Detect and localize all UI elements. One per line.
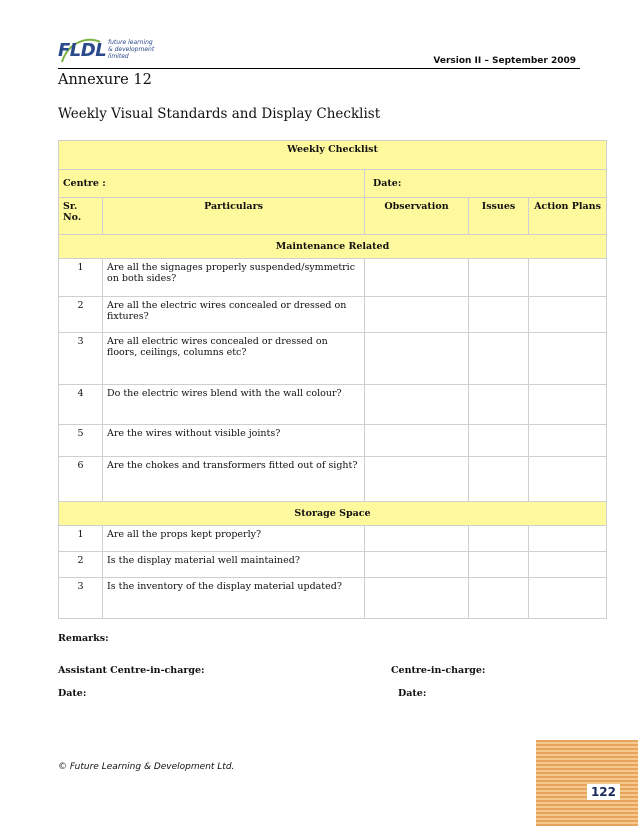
- checklist-table: [58, 140, 607, 619]
- issues-cell[interactable]: [469, 425, 529, 457]
- row-number: 4: [59, 385, 103, 425]
- document-title: Weekly Visual Standards and Display Checklist: [58, 106, 381, 122]
- observation-cell[interactable]: [365, 297, 469, 333]
- row-number: 2: [59, 552, 103, 578]
- issues-cell[interactable]: [469, 552, 529, 578]
- section-title: Storage Space: [59, 502, 607, 526]
- action-plans-cell[interactable]: [529, 385, 607, 425]
- table-row: [59, 425, 607, 457]
- action-plans-cell[interactable]: [529, 333, 607, 385]
- date-label: Date:: [365, 170, 607, 198]
- observation-cell[interactable]: [365, 457, 469, 502]
- section-header-row: [59, 502, 607, 526]
- issues-cell[interactable]: [469, 297, 529, 333]
- col-particulars: Particulars: [103, 198, 365, 235]
- row-particular: Are all the props kept properly?: [103, 526, 365, 552]
- header-divider: [58, 68, 580, 69]
- corner-decoration: [536, 740, 638, 826]
- action-plans-cell[interactable]: [529, 526, 607, 552]
- observation-cell[interactable]: [365, 552, 469, 578]
- action-plans-cell[interactable]: [529, 552, 607, 578]
- action-plans-cell[interactable]: [529, 578, 607, 619]
- row-particular: Is the inventory of the display material updated?: [103, 578, 365, 619]
- observation-cell[interactable]: [365, 385, 469, 425]
- observation-cell[interactable]: [365, 333, 469, 385]
- table-heading: Weekly Checklist: [59, 141, 607, 170]
- row-number: 1: [59, 259, 103, 297]
- annexure-heading: Annexure 12: [58, 72, 152, 88]
- table-row: [59, 526, 607, 552]
- logo-text: FLDL: [58, 40, 107, 61]
- table-heading-row: [59, 141, 607, 170]
- action-plans-cell[interactable]: [529, 259, 607, 297]
- centre-date-row: [59, 170, 607, 198]
- action-plans-cell[interactable]: [529, 425, 607, 457]
- page-number: 122: [587, 784, 620, 800]
- row-particular: Are all the signages properly suspended/symmetric on both sides?: [103, 259, 365, 297]
- table-row: [59, 552, 607, 578]
- section-header-row: [59, 235, 607, 259]
- issues-cell[interactable]: [469, 385, 529, 425]
- col-issues: Issues: [469, 198, 529, 235]
- row-number: 5: [59, 425, 103, 457]
- logo-tagline: future learning & development limited: [108, 39, 155, 60]
- table-row: [59, 333, 607, 385]
- row-particular: Are all electric wires concealed or dressed on floors, ceilings, columns etc?: [103, 333, 365, 385]
- table-row: [59, 259, 607, 297]
- table-row: [59, 385, 607, 425]
- table-row: [59, 457, 607, 502]
- fldl-logo: [58, 36, 168, 70]
- observation-cell[interactable]: [365, 526, 469, 552]
- observation-cell[interactable]: [365, 578, 469, 619]
- section-title: Maintenance Related: [59, 235, 607, 259]
- row-particular: Are the chokes and transformers fitted out of sight?: [103, 457, 365, 502]
- row-number: 1: [59, 526, 103, 552]
- assistant-centre-in-charge-label: Assistant Centre-in-charge:: [58, 665, 205, 676]
- issues-cell[interactable]: [469, 526, 529, 552]
- row-particular: Are all the electric wires concealed or dressed on fixtures?: [103, 297, 365, 333]
- observation-cell[interactable]: [365, 259, 469, 297]
- row-number: 6: [59, 457, 103, 502]
- issues-cell[interactable]: [469, 259, 529, 297]
- centre-in-charge-label: Centre-in-charge:: [391, 665, 486, 676]
- row-number: 3: [59, 578, 103, 619]
- date-label-right: Date:: [398, 688, 427, 699]
- table-row: [59, 297, 607, 333]
- remarks-label: Remarks:: [58, 633, 109, 644]
- date-label-left: Date:: [58, 688, 87, 699]
- row-number: 3: [59, 333, 103, 385]
- table-row: [59, 578, 607, 619]
- centre-label: Centre :: [59, 170, 365, 198]
- action-plans-cell[interactable]: [529, 457, 607, 502]
- action-plans-cell[interactable]: [529, 297, 607, 333]
- column-header-row: [59, 198, 607, 235]
- row-particular: Do the electric wires blend with the wall colour?: [103, 385, 365, 425]
- col-action-plans: Action Plans: [529, 198, 607, 235]
- col-sr-no: Sr. No.: [59, 198, 103, 235]
- row-particular: Is the display material well maintained?: [103, 552, 365, 578]
- issues-cell[interactable]: [469, 457, 529, 502]
- row-particular: Are the wires without visible joints?: [103, 425, 365, 457]
- version-label: Version II – September 2009: [433, 56, 576, 66]
- copyright-text: © Future Learning & Development Ltd.: [58, 762, 235, 772]
- col-observation: Observation: [365, 198, 469, 235]
- issues-cell[interactable]: [469, 333, 529, 385]
- observation-cell[interactable]: [365, 425, 469, 457]
- issues-cell[interactable]: [469, 578, 529, 619]
- row-number: 2: [59, 297, 103, 333]
